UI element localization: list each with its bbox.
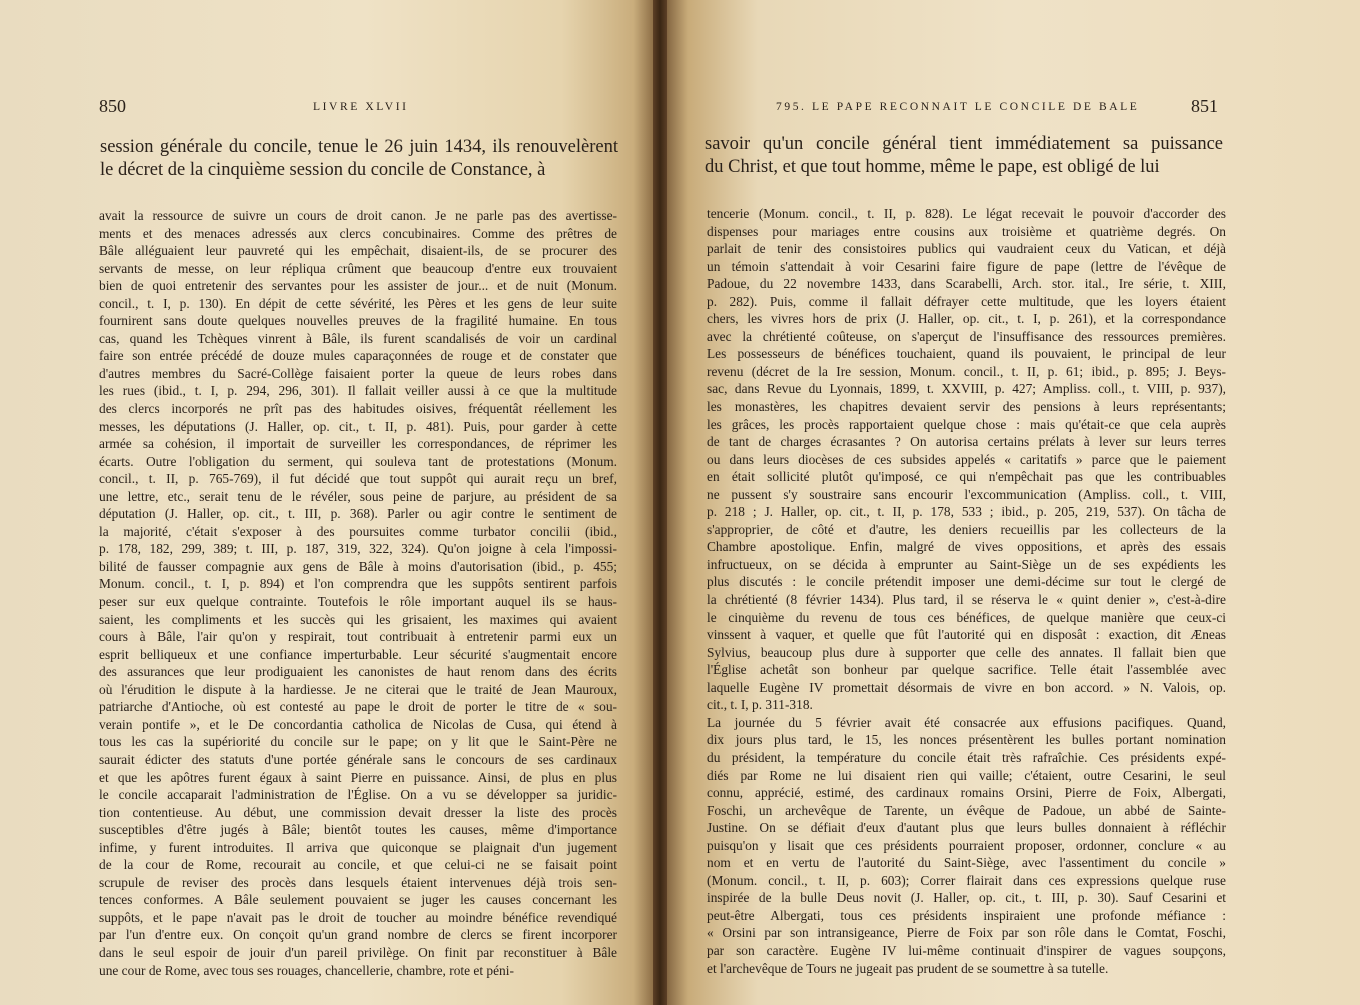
- text-line: connu, apprécié, estimé, des cardinaux romains Orsini, Pierre de Foix, Albergati,: [707, 785, 1226, 801]
- text-line: bien de quoi entretenir des servantes pour les assister de jour... et de nuit (Monum.: [99, 278, 617, 294]
- text-line: députation (J. Haller, op. cit., t. III, p. 368). Parler ou agir contre le sentiment de: [99, 506, 617, 522]
- text-line: un témoin s'attendait à voir Cesarini faire figure de pape (lettre de l'évêque de: [707, 258, 1226, 274]
- text-line: « Orsini par son intransigeance, Pierre de Foix par son rôle dans le Comtat, Foschi,: [707, 925, 1226, 941]
- text-line: la majorité, c'était s'exposer à des poursuites comme turbator concilii (ibid.,: [99, 523, 617, 539]
- text-line: le concile accaparait l'administration de l'Église. On a vu se développer sa juridic-: [99, 787, 617, 803]
- text-line: p. 218 ; J. Haller, op. cit., t. II, p. 178, 533 ; ibid., p. 205, 219, 537). On tâcha de: [707, 504, 1226, 520]
- text-line: tion contentieuse. Au début, une commission devait dresser la liste des procès: [99, 804, 617, 820]
- text-line: inspirée de la bulle Deus novit (J. Haller, op. cit., t. III, p. 30). Sauf Cesarini et: [707, 890, 1226, 906]
- text-line: le cinquième du revenu de tous ces bénéfices, de quelque manière que ceux-ci: [707, 609, 1226, 625]
- text-line: où l'érudition le dispute à la hardiesse. Je ne citerai que le traité de Jean Mauroux,: [99, 681, 617, 697]
- text-line: d'autres membres du Sacré-Collège faisaient porter la queue de leurs robes dans: [99, 365, 617, 381]
- text-line: la chrétienté (8 février 1434). Plus tard, il se réserva le « quint denier », c'est-à-dire: [707, 592, 1226, 608]
- text-line: tences conformes. A Bâle seulement pouvaient se juger les causes concernant les: [99, 892, 617, 908]
- text-line: suppôts, et le pape n'avait pas le droit de toucher au moindre bénéfice revendiqué: [99, 909, 617, 925]
- text-line: Padoue, du 22 novembre 1433, dans Scarabelli, Arch. stor. ital., Ire série, t. XIII,: [707, 276, 1226, 292]
- text-line: scrupule de reviser des procès dans lesquels étaient intervenues déjà trois sen-: [99, 874, 617, 890]
- text-line: faire son entrée précédé de douze mules caparaçonnées de rouge et de constater que: [99, 348, 617, 364]
- text-line: puisqu'on y lisait que ces présidents pourraient proposer, ordonner, conclure « au: [707, 837, 1226, 853]
- text-line: les grâces, les procès rapportaient quelque chose : mais qu'était-ce que cela auprès: [707, 416, 1226, 432]
- text-line: peut-être Albergati, tous ces présidents inspiraient une profonde méfiance :: [707, 907, 1226, 923]
- right-page: [660, 0, 1360, 1005]
- text-line: s'approprier, de côté et d'autre, les deniers recueillis par les collecteurs de la: [707, 521, 1226, 537]
- text-line: dans le seul espoir de jouir d'un pareil privilège. On finit par reconstituer à Bâle: [99, 944, 617, 960]
- text-line: session générale du concile, tenue le 26 juin 1434, ils renouvelèrent: [100, 137, 618, 157]
- text-line: Monum. concil., t. I, p. 894) et l'on comprendra que les suppôts sentirent parfois: [99, 576, 617, 592]
- text-line: Justine. On se défiait d'eux d'autant plus que leurs bulles donnaient à réfléchir: [707, 820, 1226, 836]
- text-line: du président, la température du concile était très rafraîchie. Ces présidents expé-: [707, 749, 1226, 765]
- text-line: le décret de la cinquième session du concile de Constance, à: [100, 160, 546, 180]
- text-line: par l'un d'entre eux. On conçoit qu'un grand nombre de clercs se firent incorporer: [99, 927, 617, 943]
- text-line: servants de messe, on leur répliqua crûment que beaucoup d'entre eux trouvaient: [99, 260, 617, 276]
- text-line: verain pontife », et le De concordantia catholica de Nicolas de Cusa, qui étend à: [99, 716, 617, 732]
- text-line: avec la chrétienté coûteuse, on s'aperçut de l'insuffisance des ressources premières.: [707, 328, 1226, 344]
- running-head: LIVRE XLVII: [313, 101, 409, 113]
- text-line: concil., t. I, p. 130). En dépit de cette sévérité, les Pères et les gens de leur suite: [99, 295, 617, 311]
- text-line: l'Église achetât son bonheur par quelque sacrifice. Telle était l'assemblée avec: [707, 662, 1226, 678]
- text-line: diés par Rome ne lui disaient rien qui vaille; c'étaient, outre Cesarini, le seul: [707, 767, 1226, 783]
- text-line: fournirent sans doute quelques nouvelles preuves de la fragilité humaine. En tous: [99, 313, 617, 329]
- text-line: Bâle alléguaient leur pauvreté qui les empêchait, disaient-ils, de se procurer des: [99, 243, 617, 259]
- text-line: laquelle Eugène IV promettait désormais de vivre en bon accord. » N. Valois, op.: [707, 679, 1226, 695]
- text-line: parlait de tenir des consistoires publics qui vaudraient ceux du Vatican, et déjà: [707, 241, 1226, 257]
- text-line: de la cour de Rome, recourait au concile, et que celui-ci ne se faisait point: [99, 857, 617, 873]
- text-line: une lettre, etc., serait tenu de le révéler, sous peine de parjure, au président de sa: [99, 488, 617, 504]
- text-line: des assurances que leur prodiguaient les canonistes de haut renom dans des écrits: [99, 664, 617, 680]
- text-line: Sylvius, beaucoup plus dure à supporter que celle des annates. Il fallait bien que: [707, 644, 1226, 660]
- left-page: [0, 0, 660, 1005]
- text-line: sac, dans Revue du Lyonnais, 1899, t. XXVIII, p. 427; Ampliss. coll., t. VIII, p. 937),: [707, 381, 1226, 397]
- text-line: p. 282). Puis, comme il fallait défrayer cette multitude, que les loyers étaient: [707, 293, 1226, 309]
- text-line: tous les cas la supériorité du concile sur le pape; on y lit que le Saint-Père ne: [99, 734, 617, 750]
- text-line: dispenses pour mariages entre cousins aux troisième et quatrième degrés. On: [707, 223, 1226, 239]
- text-line: vinssent à vaquer, et quelle que fût l'autorité qui en disposât : exaction, dit Æneas: [707, 627, 1226, 643]
- text-line: cours à Bâle, l'air qu'on y respirait, tout contribuait à entretenir parmi eux un: [99, 629, 617, 645]
- main-text: [705, 133, 1223, 179]
- page-number: 851: [1191, 96, 1218, 116]
- text-line: savoir qu'un concile général tient immédiatement sa puissance: [705, 134, 1223, 154]
- text-line: esprit belliqueux et une confiance imperturbable. Leur sécurité s'augmentait encore: [99, 646, 617, 662]
- text-line: revenu (décret de la Ire session, Monum. concil., t. II, p. 61; ibid., p. 895; J. Beys-: [707, 363, 1226, 379]
- text-line: Foschi, un archevêque de Tarente, un évêque de Padoue, un abbé de Sainte-: [707, 802, 1226, 818]
- running-head: 795. LE PAPE RECONNAIT LE CONCILE DE BALE: [776, 101, 1140, 113]
- text-line: infructueux, on se décida à emprunter au Saint-Siège un de ses expédients les: [707, 556, 1226, 572]
- text-line: et l'archevêque de Tours ne jugeait pas prudent de se soumettre à sa tutelle.: [707, 960, 1109, 976]
- text-line: dix jours plus tard, le 15, les nonces présentèrent les bulles portant nomination: [707, 732, 1226, 748]
- text-line: plus discutés : le concile prétendit imposer une demi-décime sur tout le clergé de: [707, 574, 1226, 590]
- text-line: écarts. Outre l'obligation du serment, qui souleva tant de protestations (Monum.: [99, 453, 617, 469]
- text-line: cas, quand les Tchèques vinrent à Bâle, ils furent scandalisés de voir un cardinal: [99, 330, 617, 346]
- page-number: 850: [99, 96, 126, 116]
- text-line: saurait édicter des statuts d'une portée générale sans le concours de ses cardinaux: [99, 751, 617, 767]
- text-line: les monastères, les chapitres devaient servir des pensions à leurs représentants;: [707, 399, 1226, 415]
- text-line: concil., t. II, p. 765-769), il fut décidé que tout suppôt qui aurait reçu un bref,: [99, 471, 617, 487]
- footnote-text: [99, 207, 617, 979]
- text-line: par son caractère. Eugène IV lui-même continuait d'inspirer de vagues soupçons,: [707, 942, 1226, 958]
- text-line: de tant de charges écrasantes ? On autorisa certains prélats à lever sur leurs terres: [707, 434, 1226, 450]
- text-line: ments et des menaces adressés aux clercs concubinaires. Comme des prêtres de: [99, 225, 617, 241]
- text-line: peser sur eux quelque contrainte. Toutefois le rôle important auquel ils se haus-: [99, 594, 617, 610]
- text-line: ou dans leurs diocèses de ces subsides appelés « caritatifs » parce que le paiement: [707, 451, 1226, 467]
- text-line: des clercs incorporés ne prît pas des habitudes oisives, fréquentât réellement les: [99, 401, 617, 417]
- book-gutter: [653, 0, 667, 1005]
- text-line: du Christ, et que tout homme, même le pape, est obligé de lui: [705, 157, 1160, 177]
- text-line: les rues (ibid., t. I, p. 294, 296, 301). Il fallait veiller aussi à ce que la multitude: [99, 383, 617, 399]
- text-line: en était sollicité plutôt qu'imposé, ce qui n'empêchait pas que les contribuables: [707, 469, 1226, 485]
- text-line: saient, les compliments et les succès qui les grisaient, les maximes qui avaient: [99, 611, 617, 627]
- main-text: [100, 136, 618, 182]
- text-line: messes, les députations (J. Haller, op. cit., t. II, p. 481). Puis, pour garder à cette: [99, 418, 617, 434]
- text-line: infime, y furent introduites. Il arriva que quiconque se plaignait d'un jugement: [99, 839, 617, 855]
- text-line: tencerie (Monum. concil., t. II, p. 828). Le légat recevait le pouvoir d'accorder des: [707, 206, 1226, 221]
- text-line: p. 178, 182, 299, 389; t. III, p. 187, 319, 322, 324). Qu'on joigne à cela l'impossi-: [99, 541, 617, 557]
- footnote-text: [707, 205, 1226, 977]
- text-line: avait la ressource de suivre un cours de droit canon. Je ne parle pas des avertisse-: [99, 208, 617, 223]
- text-line: chers, les vivres hors de prix (J. Haller, op. cit., t. I, p. 261), et la correspondance: [707, 311, 1226, 327]
- text-line: armée sa cohésion, il importait de surveiller les correspondances, de réprimer les: [99, 436, 617, 452]
- text-line: (Monum. concil., t. II, p. 603); Correr flairait dans ces expressions quelque ruse: [707, 872, 1226, 888]
- text-line: cit., t. I, p. 311-318.: [707, 697, 813, 713]
- text-line: La journée du 5 février avait été consacrée aux effusions pacifiques. Quand,: [707, 714, 1226, 730]
- text-line: bilité de fausser compagnie aux gens de Bâle à moins d'autorisation (ibid., p. 455;: [99, 558, 617, 574]
- text-line: nom et en vertu de l'autorité du Saint-Siège, avec l'assentiment du concile »: [707, 855, 1226, 871]
- text-line: patriarche d'Antioche, où est contesté au pape le droit de porter le titre de « sou-: [99, 699, 617, 715]
- text-line: une cour de Rome, avec tous ses rouages, chancellerie, chambre, rote et péni-: [99, 962, 514, 978]
- text-line: Chambre apostolique. Enfin, malgré de vives oppositions, et après des essais: [707, 539, 1226, 555]
- text-line: Les possesseurs de bénéfices touchaient, quand ils pouvaient, le principal de leur: [707, 346, 1226, 362]
- text-line: susceptibles d'être jugés à Bâle; bientôt toutes les causes, même d'importance: [99, 822, 617, 838]
- text-line: ne pussent s'y soustraire sans encourir l'excommunication (Ampliss. coll., t. VIII,: [707, 486, 1226, 502]
- text-line: et que les apôtres furent égaux à saint Pierre en puissance. Ainsi, de plus en plus: [99, 769, 617, 785]
